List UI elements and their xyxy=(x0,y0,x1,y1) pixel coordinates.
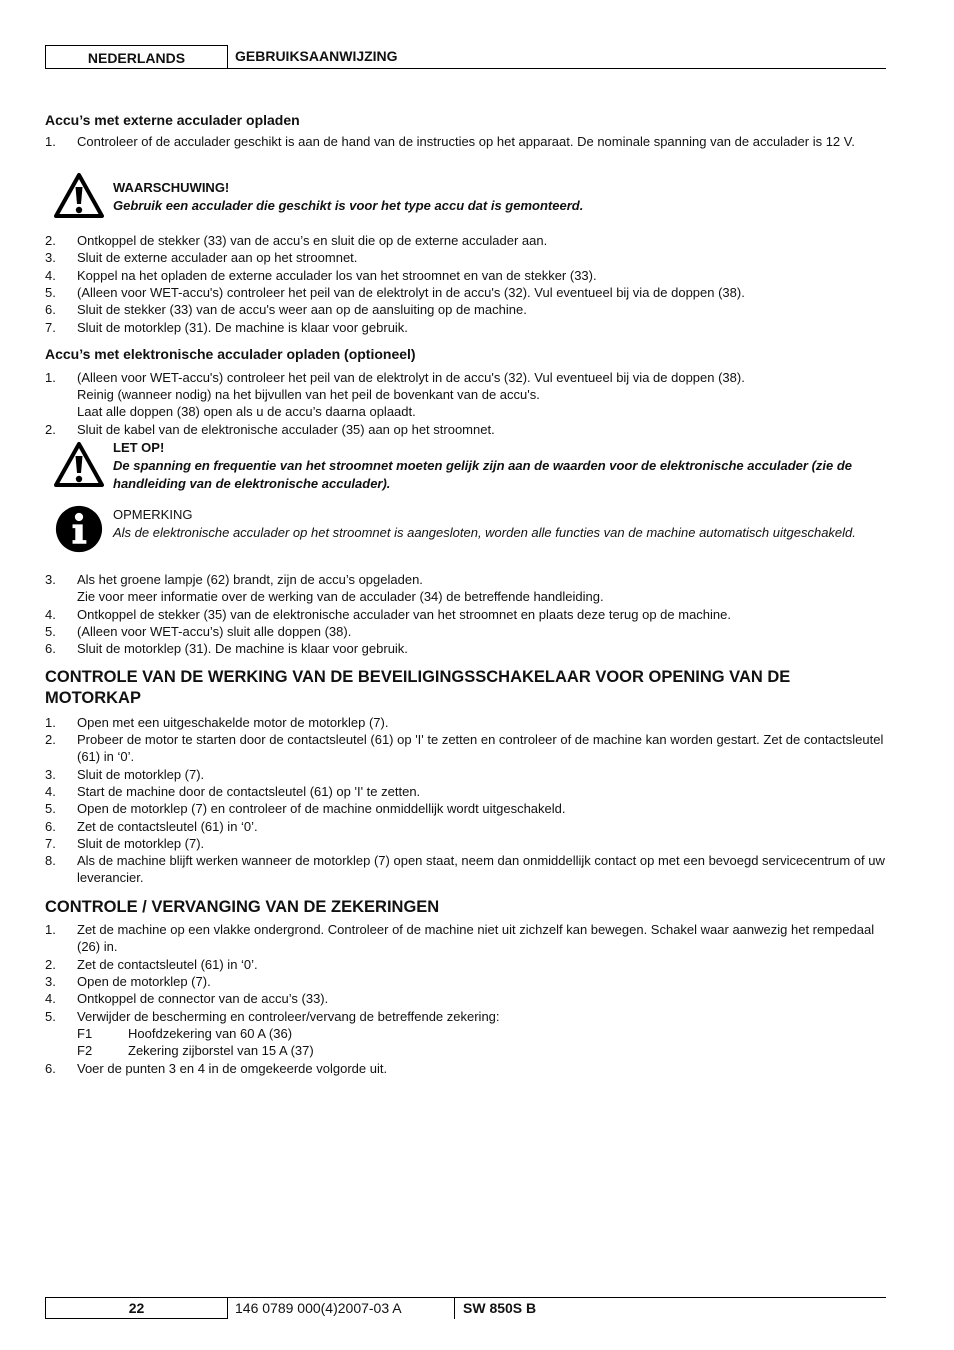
list-continuation: Reinig (wanneer nodig) na het bijvullen van het peil de bovenkant van de accu's. xyxy=(77,387,540,402)
list-text: Sluit de motorklep (7). xyxy=(77,836,205,851)
fuse-row xyxy=(77,1042,314,1059)
fuse-code: F1 xyxy=(77,1026,93,1041)
list-number: 2. xyxy=(45,233,56,248)
list-number: 8. xyxy=(45,853,56,868)
list-text: Ontkoppel de stekker (35) van de elektronische acculader van het stroomnet en plaats deze terug op de machine. xyxy=(77,607,731,622)
list-number: 4. xyxy=(45,268,56,283)
list-text: Verwijder de bescherming en controleer/vervang de betreffende zekering: xyxy=(77,1009,500,1024)
list-number: 7. xyxy=(45,836,56,851)
info-icon xyxy=(53,505,105,553)
list-text: Zet de contactsleutel (61) in ‘0’. xyxy=(77,819,258,834)
page-footer xyxy=(45,1297,886,1320)
list-text: Voer de punten 3 en 4 in de omgekeerde volgorde uit. xyxy=(77,1061,388,1076)
remark-title: OPMERKING xyxy=(113,507,193,522)
footer-divider xyxy=(454,1298,455,1319)
list-text: Als het groene lampje (62) brandt, zijn de accu’s opgeladen. xyxy=(77,572,423,587)
list-text: Probeer de motor te starten door de contactsleutel (61) op 'I' te zetten en controleer of de machine kan worden gestart. Zet de contactsleutel (61) in ‘0’. xyxy=(77,732,884,765)
list-text: Open de motorklep (7) en controleer of de machine onmiddellijk wordt uitgeschakeld. xyxy=(77,801,566,816)
list-number: 3. xyxy=(45,974,56,989)
list-text: Start de machine door de contactsleutel (61) op 'I' te zetten. xyxy=(77,784,421,799)
section-heading-external-charger: Accu’s met externe acculader opladen xyxy=(45,112,300,128)
model-name: SW 850S B xyxy=(463,1300,537,1316)
section-heading-electronic-charger: Accu’s met elektronische acculader opladen (optioneel) xyxy=(45,346,416,362)
list-text: (Alleen voor WET-accu’s) sluit alle doppen (38). xyxy=(77,624,352,639)
caution-title: LET OP! xyxy=(113,440,165,455)
list-text: (Alleen voor WET-accu's) controleer het peil van de elektrolyt in de accu's (32). Vul eventueel bij via de doppen (38). xyxy=(77,285,745,300)
list-number: 5. xyxy=(45,624,56,639)
list-text: Open met een uitgeschakelde motor de motorklep (7). xyxy=(77,715,389,730)
fuse-description: Zekering zijborstel van 15 A (37) xyxy=(128,1043,314,1058)
warning-title: WAARSCHUWING! xyxy=(113,180,230,195)
list-continuation: Zie voor meer informatie over de werking van de acculader (34) de betreffende handleiding. xyxy=(77,589,604,604)
list-text: Zet de contactsleutel (61) in ‘0’. xyxy=(77,957,258,972)
list-number: 1. xyxy=(45,922,56,937)
fuse-code: F2 xyxy=(77,1043,93,1058)
list-number: 2. xyxy=(45,422,56,437)
list-text: Sluit de externe acculader aan op het stroomnet. xyxy=(77,250,358,265)
header-title: GEBRUIKSAANWIJZING xyxy=(235,48,398,64)
list-text: Sluit de motorklep (7). xyxy=(77,767,205,782)
header-language: NEDERLANDS xyxy=(45,45,228,68)
list-text: Als de machine blijft werken wanneer de motorklep (7) open staat, neem dan onmiddellijk contact op met een bevoegd servicecentrum of uw leverancier. xyxy=(77,853,885,886)
list-number: 4. xyxy=(45,607,56,622)
page-number: 22 xyxy=(45,1298,228,1319)
list-continuation: Laat alle doppen (38) open als u de accu’s daarna oplaadt. xyxy=(77,404,416,419)
list-text: Sluit de kabel van de elektronische acculader (35) aan op het stroomnet. xyxy=(77,422,495,437)
warning-text: Gebruik een acculader die geschikt is voor het type accu dat is gemonteerd. xyxy=(113,198,584,213)
fuse-description: Hoofdzekering van 60 A (36) xyxy=(128,1026,293,1041)
document-code: 146 0789 000(4)2007-03 A xyxy=(235,1300,402,1316)
list-number: 5. xyxy=(45,285,56,300)
list-number: 6. xyxy=(45,1061,56,1076)
list-text: Sluit de stekker (33) van de accu's weer aan op de aansluiting op de machine. xyxy=(77,302,527,317)
list-number: 6. xyxy=(45,641,56,656)
list-text: Ontkoppel de stekker (33) van de accu’s en sluit die op de externe acculader aan. xyxy=(77,233,548,248)
list-number: 5. xyxy=(45,801,56,816)
list-number: 6. xyxy=(45,819,56,834)
list-number: 2. xyxy=(45,957,56,972)
list-text: Controleer of de acculader geschikt is aan de hand van de instructies op het apparaat. De nominale spanning van de acculader is 12 V. xyxy=(77,134,855,149)
list-number: 3. xyxy=(45,572,56,587)
list-number: 4. xyxy=(45,784,56,799)
page-header xyxy=(45,45,886,69)
list-number: 5. xyxy=(45,1009,56,1024)
section-heading-fuses: CONTROLE / VERVANGING VAN DE ZEKERINGEN xyxy=(45,898,440,916)
caution-text: De spanning en frequentie van het stroomnet moeten gelijk zijn aan de waarden voor de elektronische acculader (zie de handleiding van de elektronische acculader). xyxy=(113,458,853,491)
list-text: (Alleen voor WET-accu's) controleer het peil van de elektrolyt in de accu's (32). Vul eventueel bij via de doppen (38). xyxy=(77,370,745,385)
list-number: 1. xyxy=(45,134,56,149)
remark-text: Als de elektronische acculader op het stroomnet is aangesloten, worden alle functies van de machine automatisch uitgeschakeld. xyxy=(113,525,856,540)
warning-triangle-icon xyxy=(53,172,105,220)
section-heading-hood-switch: CONTROLE VAN DE WERKING VAN DE BEVEILIGINGSSCHAKELAAR VOOR OPENING VAN DE MOTORKAP xyxy=(45,668,791,707)
list-text: Sluit de motorklep (31). De machine is klaar voor gebruik. xyxy=(77,641,408,656)
list-number: 2. xyxy=(45,732,56,747)
list-number: 1. xyxy=(45,370,56,385)
list-number: 1. xyxy=(45,715,56,730)
list-number: 3. xyxy=(45,250,56,265)
list-text: Zet de machine op een vlakke ondergrond. Controleer of de machine niet uit zichzelf kan bewegen. Schakel waar aanwezig het rempedaal (26) in. xyxy=(77,922,875,955)
list-text: Koppel na het opladen de externe acculader los van het stroomnet en van de stekker (33). xyxy=(77,268,597,283)
list-text: Open de motorklep (7). xyxy=(77,974,211,989)
list-number: 6. xyxy=(45,302,56,317)
list-number: 4. xyxy=(45,991,56,1006)
list-text: Ontkoppel de connector van de accu’s (33). xyxy=(77,991,329,1006)
fuse-row xyxy=(77,1025,293,1042)
warning-triangle-icon xyxy=(53,441,105,489)
list-number: 3. xyxy=(45,767,56,782)
list-text: Sluit de motorklep (31). De machine is klaar voor gebruik. xyxy=(77,320,408,335)
list-number: 7. xyxy=(45,320,56,335)
